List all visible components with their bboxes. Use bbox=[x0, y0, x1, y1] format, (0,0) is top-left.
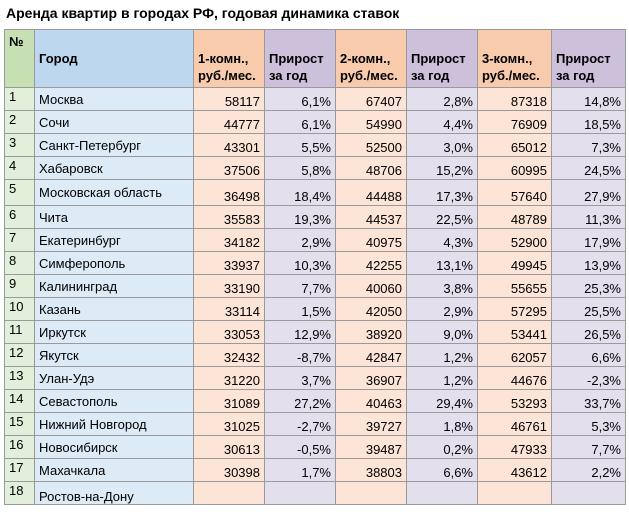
header-line: 2-комн., bbox=[340, 51, 391, 66]
city-name: Махачкала bbox=[35, 459, 194, 482]
table-row bbox=[5, 206, 626, 229]
rent-1room: 43301 bbox=[194, 134, 265, 157]
rent-1room: 58117 bbox=[194, 88, 265, 111]
table-row bbox=[5, 344, 626, 367]
growth-2room: 2,8% bbox=[407, 88, 478, 111]
growth-1room: 19,3% bbox=[265, 206, 336, 229]
city-name: Казань bbox=[35, 298, 194, 321]
rent-3room: 55655 bbox=[478, 275, 552, 298]
rent-1room: 30398 bbox=[194, 459, 265, 482]
growth-2room: 1,2% bbox=[407, 367, 478, 390]
city-name: Нижний Новгород bbox=[35, 413, 194, 436]
growth-2room: 3,0% bbox=[407, 134, 478, 157]
city-name: Ростов-на-Дону bbox=[35, 482, 194, 505]
growth-1room: 3,7% bbox=[265, 367, 336, 390]
row-number: 14 bbox=[5, 390, 35, 413]
city-name: Московская область bbox=[35, 180, 194, 206]
rent-1room: 34182 bbox=[194, 229, 265, 252]
growth-2room: 1,2% bbox=[407, 344, 478, 367]
rent-3room: 48789 bbox=[478, 206, 552, 229]
header-growth-3room bbox=[552, 30, 626, 88]
row-number: 6 bbox=[5, 206, 35, 229]
growth-2room: 15,2% bbox=[407, 157, 478, 180]
growth-3room: 5,3% bbox=[552, 413, 626, 436]
growth-3room bbox=[552, 482, 626, 505]
table-row bbox=[5, 275, 626, 298]
rent-1room: 31025 bbox=[194, 413, 265, 436]
row-number: 18 bbox=[5, 482, 35, 505]
page-title: Аренда квартир в городах РФ, годовая динамика ставок bbox=[6, 5, 400, 21]
rent-3room: 49945 bbox=[478, 252, 552, 275]
rent-2room: 67407 bbox=[336, 88, 407, 111]
growth-1room: 10,3% bbox=[265, 252, 336, 275]
rent-1room: 35583 bbox=[194, 206, 265, 229]
growth-1room: 6,1% bbox=[265, 88, 336, 111]
row-number: 3 bbox=[5, 134, 35, 157]
header-city bbox=[35, 30, 194, 88]
city-name: Калининград bbox=[35, 275, 194, 298]
rent-3room: 53441 bbox=[478, 321, 552, 344]
city-name: Санкт-Петербург bbox=[35, 134, 194, 157]
growth-3room: 26,5% bbox=[552, 321, 626, 344]
growth-3room: 18,5% bbox=[552, 111, 626, 134]
rent-1room: 31220 bbox=[194, 367, 265, 390]
header-rent-2room bbox=[336, 30, 407, 88]
rent-3room: 76909 bbox=[478, 111, 552, 134]
rent-3room: 47933 bbox=[478, 436, 552, 459]
header-line: 3-комн., bbox=[482, 51, 533, 66]
rent-1room: 33114 bbox=[194, 298, 265, 321]
rent-3room: 57295 bbox=[478, 298, 552, 321]
header-line: Прирост bbox=[269, 51, 324, 66]
rent-2room: 52500 bbox=[336, 134, 407, 157]
table-row bbox=[5, 413, 626, 436]
growth-3room: 24,5% bbox=[552, 157, 626, 180]
rent-3room: 65012 bbox=[478, 134, 552, 157]
row-number: 2 bbox=[5, 111, 35, 134]
row-number: 12 bbox=[5, 344, 35, 367]
rent-3room: 46761 bbox=[478, 413, 552, 436]
rent-2room: 36907 bbox=[336, 367, 407, 390]
table-row bbox=[5, 482, 626, 505]
rent-1room: 33053 bbox=[194, 321, 265, 344]
header-city-label: Город bbox=[39, 51, 78, 66]
rent-3room: 87318 bbox=[478, 88, 552, 111]
header-line: Прирост bbox=[556, 51, 611, 66]
rent-1room: 33190 bbox=[194, 275, 265, 298]
table-row bbox=[5, 111, 626, 134]
city-name: Якутск bbox=[35, 344, 194, 367]
rent-3room: 52900 bbox=[478, 229, 552, 252]
growth-1room: 12,9% bbox=[265, 321, 336, 344]
growth-2room: 13,1% bbox=[407, 252, 478, 275]
growth-1room: 2,9% bbox=[265, 229, 336, 252]
growth-3room: 25,5% bbox=[552, 298, 626, 321]
rent-2room: 38803 bbox=[336, 459, 407, 482]
rent-3room: 57640 bbox=[478, 180, 552, 206]
growth-2room: 4,3% bbox=[407, 229, 478, 252]
rent-2room: 39487 bbox=[336, 436, 407, 459]
header-growth-2room bbox=[407, 30, 478, 88]
rent-2room bbox=[336, 482, 407, 505]
growth-2room bbox=[407, 482, 478, 505]
growth-1room: 1,5% bbox=[265, 298, 336, 321]
header-line: за год bbox=[556, 68, 595, 83]
rent-1room: 36498 bbox=[194, 180, 265, 206]
rent-2room: 44488 bbox=[336, 180, 407, 206]
header-growth-1room bbox=[265, 30, 336, 88]
rent-3room: 62057 bbox=[478, 344, 552, 367]
growth-1room: 1,7% bbox=[265, 459, 336, 482]
rent-1room: 30613 bbox=[194, 436, 265, 459]
city-name: Чита bbox=[35, 206, 194, 229]
growth-1room: 7,7% bbox=[265, 275, 336, 298]
growth-2room: 2,9% bbox=[407, 298, 478, 321]
row-number: 5 bbox=[5, 180, 35, 206]
header-line: руб./мес. bbox=[482, 68, 540, 83]
rent-2room: 42255 bbox=[336, 252, 407, 275]
table-row bbox=[5, 252, 626, 275]
rent-1room: 31089 bbox=[194, 390, 265, 413]
growth-3room: 7,3% bbox=[552, 134, 626, 157]
city-name: Симферополь bbox=[35, 252, 194, 275]
growth-2room: 1,8% bbox=[407, 413, 478, 436]
table-row bbox=[5, 436, 626, 459]
growth-3room: 33,7% bbox=[552, 390, 626, 413]
growth-3room: 6,6% bbox=[552, 344, 626, 367]
growth-3room: 11,3% bbox=[552, 206, 626, 229]
city-name: Екатеринбург bbox=[35, 229, 194, 252]
table-row bbox=[5, 390, 626, 413]
rent-3room bbox=[478, 482, 552, 505]
row-number: 16 bbox=[5, 436, 35, 459]
rent-3room: 44676 bbox=[478, 367, 552, 390]
row-number: 15 bbox=[5, 413, 35, 436]
rent-1room: 33937 bbox=[194, 252, 265, 275]
growth-1room: 18,4% bbox=[265, 180, 336, 206]
growth-3room: 13,9% bbox=[552, 252, 626, 275]
header-line: руб./мес. bbox=[198, 68, 256, 83]
row-number: 7 bbox=[5, 229, 35, 252]
growth-2room: 0,2% bbox=[407, 436, 478, 459]
header-line: Прирост bbox=[411, 51, 466, 66]
rent-2room: 40463 bbox=[336, 390, 407, 413]
city-name: Сочи bbox=[35, 111, 194, 134]
growth-1room: -2,7% bbox=[265, 413, 336, 436]
growth-2room: 9,0% bbox=[407, 321, 478, 344]
rent-1room: 37506 bbox=[194, 157, 265, 180]
table-row bbox=[5, 157, 626, 180]
header-line: за год bbox=[269, 68, 308, 83]
table-row bbox=[5, 180, 626, 206]
header-line: за год bbox=[411, 68, 450, 83]
row-number: 10 bbox=[5, 298, 35, 321]
growth-1room: 5,5% bbox=[265, 134, 336, 157]
growth-1room: 5,8% bbox=[265, 157, 336, 180]
growth-2room: 6,6% bbox=[407, 459, 478, 482]
header-rent-1room bbox=[194, 30, 265, 88]
growth-3room: 14,8% bbox=[552, 88, 626, 111]
growth-2room: 4,4% bbox=[407, 111, 478, 134]
rent-1room bbox=[194, 482, 265, 505]
rent-2room: 39727 bbox=[336, 413, 407, 436]
growth-1room: 27,2% bbox=[265, 390, 336, 413]
growth-2room: 17,3% bbox=[407, 180, 478, 206]
header-rent-3room bbox=[478, 30, 552, 88]
growth-2room: 22,5% bbox=[407, 206, 478, 229]
rent-2room: 38920 bbox=[336, 321, 407, 344]
growth-3room: 2,2% bbox=[552, 459, 626, 482]
rent-2room: 40060 bbox=[336, 275, 407, 298]
table-row bbox=[5, 459, 626, 482]
row-number: 8 bbox=[5, 252, 35, 275]
row-number: 11 bbox=[5, 321, 35, 344]
growth-1room bbox=[265, 482, 336, 505]
rent-table bbox=[4, 29, 626, 505]
growth-3room: 27,9% bbox=[552, 180, 626, 206]
city-name: Хабаровск bbox=[35, 157, 194, 180]
row-number: 1 bbox=[5, 88, 35, 111]
city-name: Иркутск bbox=[35, 321, 194, 344]
growth-2room: 29,4% bbox=[407, 390, 478, 413]
rent-2room: 42847 bbox=[336, 344, 407, 367]
rent-3room: 60995 bbox=[478, 157, 552, 180]
header-row bbox=[5, 30, 626, 88]
table-row bbox=[5, 321, 626, 344]
city-name: Москва bbox=[35, 88, 194, 111]
growth-1room: 6,1% bbox=[265, 111, 336, 134]
city-name: Новосибирск bbox=[35, 436, 194, 459]
row-number: 17 bbox=[5, 459, 35, 482]
rent-3room: 43612 bbox=[478, 459, 552, 482]
row-number: 9 bbox=[5, 275, 35, 298]
growth-1room: -8,7% bbox=[265, 344, 336, 367]
header-line: руб./мес. bbox=[340, 68, 398, 83]
city-name: Севастополь bbox=[35, 390, 194, 413]
rent-2room: 42050 bbox=[336, 298, 407, 321]
growth-2room: 3,8% bbox=[407, 275, 478, 298]
table-row bbox=[5, 229, 626, 252]
growth-3room: 17,9% bbox=[552, 229, 626, 252]
growth-3room: 25,3% bbox=[552, 275, 626, 298]
growth-3room: -2,3% bbox=[552, 367, 626, 390]
growth-1room: -0,5% bbox=[265, 436, 336, 459]
rent-2room: 54990 bbox=[336, 111, 407, 134]
city-name: Улан-Удэ bbox=[35, 367, 194, 390]
rent-2room: 44537 bbox=[336, 206, 407, 229]
table-row bbox=[5, 367, 626, 390]
row-number: 13 bbox=[5, 367, 35, 390]
row-number: 4 bbox=[5, 157, 35, 180]
rent-3room: 53293 bbox=[478, 390, 552, 413]
table-row bbox=[5, 88, 626, 111]
growth-3room: 7,7% bbox=[552, 436, 626, 459]
rent-1room: 32432 bbox=[194, 344, 265, 367]
rent-1room: 44777 bbox=[194, 111, 265, 134]
header-number: № bbox=[5, 30, 35, 88]
rent-2room: 40975 bbox=[336, 229, 407, 252]
table-row bbox=[5, 134, 626, 157]
rent-2room: 48706 bbox=[336, 157, 407, 180]
header-line: 1-комн., bbox=[198, 51, 249, 66]
table-row bbox=[5, 298, 626, 321]
